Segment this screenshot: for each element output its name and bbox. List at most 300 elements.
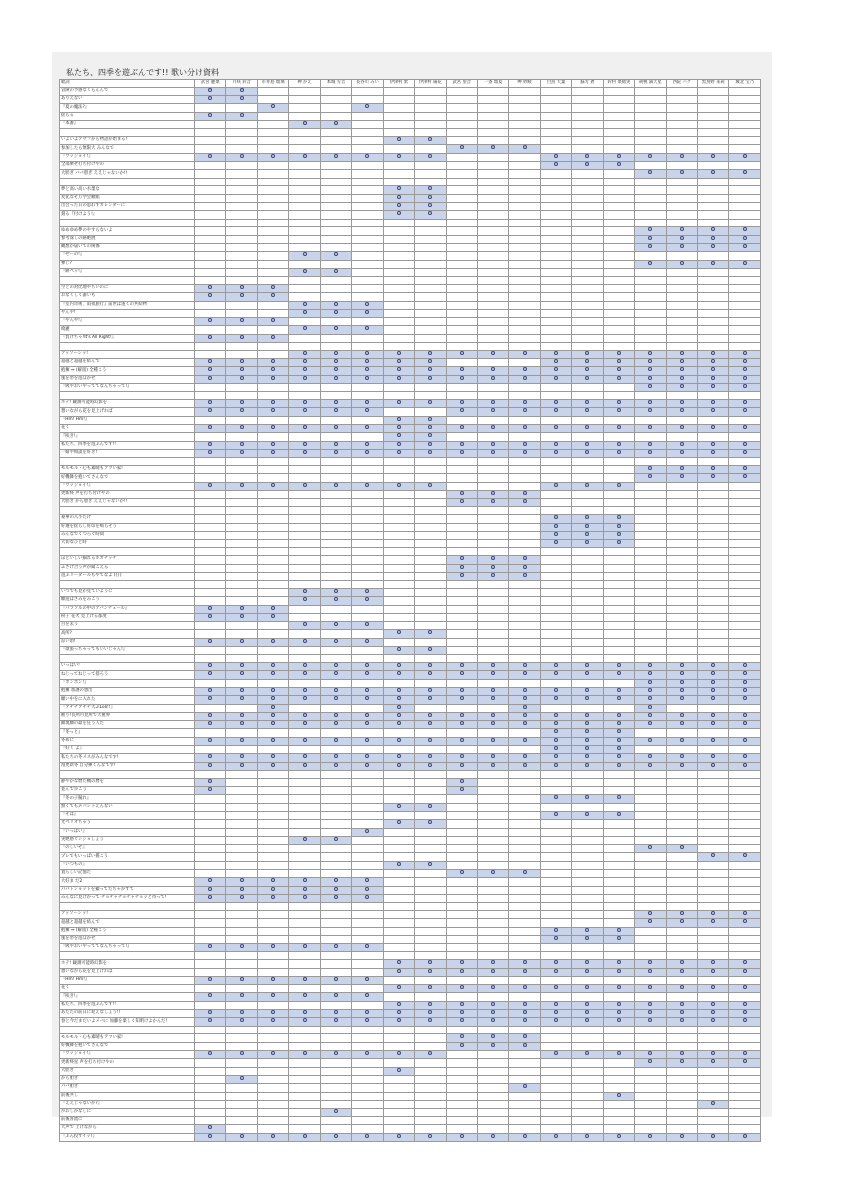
table-row: [60, 523, 761, 531]
assignment-cell: [415, 400, 446, 408]
assignment-cell: [195, 1084, 226, 1092]
assignment-cell: [226, 458, 257, 466]
circle-mark-icon: [460, 408, 464, 412]
circle-mark-icon: [648, 154, 652, 158]
assignment-cell: [289, 746, 320, 754]
circle-mark-icon: [554, 663, 558, 667]
assignment-cell: [540, 137, 571, 145]
assignment-cell: [509, 803, 540, 811]
assignment-cell: [540, 903, 571, 911]
assignment-cell: [352, 671, 383, 679]
assignment-cell: [666, 219, 697, 227]
assignment-cell: [352, 828, 383, 836]
assignment-cell: [226, 161, 257, 169]
assignment-cell: [635, 1117, 666, 1125]
assignment-cell: [257, 540, 288, 548]
lyric-cell: 花く: [60, 424, 195, 432]
assignment-cell: [540, 1001, 571, 1009]
assignment-cell: [257, 87, 288, 95]
lyric-cell: 更新終 声を打ち付けやの: [60, 490, 195, 498]
assignment-cell: [509, 1051, 540, 1059]
assignment-cell: [509, 235, 540, 243]
circle-mark-icon: [240, 878, 244, 882]
circle-mark-icon: [334, 589, 338, 593]
assignment-cell: [446, 499, 477, 507]
lyric-cell: [60, 770, 195, 778]
assignment-cell: [195, 572, 226, 580]
assignment-cell: [446, 944, 477, 952]
lyric-cell: 願遊はさみをみこう: [60, 597, 195, 605]
assignment-cell: [666, 548, 697, 556]
header-member: 一条 瑠夏: [477, 80, 508, 88]
assignment-cell: [195, 903, 226, 911]
assignment-cell: [477, 886, 508, 894]
circle-mark-icon: [303, 351, 307, 355]
assignment-cell: [195, 944, 226, 952]
assignment-cell: [729, 613, 760, 621]
assignment-cell: [226, 952, 257, 960]
assignment-cell: [226, 112, 257, 120]
assignment-cell: [289, 400, 320, 408]
assignment-cell: [572, 375, 603, 383]
assignment-cell: [320, 886, 351, 894]
assignment-cell: [509, 482, 540, 490]
assignment-cell: [666, 235, 697, 243]
assignment-cell: [383, 186, 414, 194]
assignment-cell: [477, 301, 508, 309]
assignment-cell: [540, 556, 571, 564]
assignment-cell: [572, 729, 603, 737]
assignment-cell: [320, 392, 351, 400]
assignment-cell: [383, 400, 414, 408]
circle-mark-icon: [303, 837, 307, 841]
assignment-cell: [477, 1100, 508, 1108]
assignment-cell: [635, 145, 666, 153]
table-row: [60, 1117, 761, 1125]
assignment-cell: [509, 350, 540, 358]
assignment-cell: [540, 301, 571, 309]
assignment-cell: [352, 1133, 383, 1141]
assignment-cell: [540, 1042, 571, 1050]
circle-mark-icon: [240, 450, 244, 454]
assignment-cell: [729, 482, 760, 490]
circle-mark-icon: [397, 960, 401, 964]
assignment-cell: [698, 1084, 729, 1092]
assignment-cell: [383, 375, 414, 383]
assignment-cell: [572, 211, 603, 219]
assignment-cell: [698, 870, 729, 878]
assignment-cell: [289, 646, 320, 654]
assignment-cell: [320, 770, 351, 778]
assignment-cell: [572, 556, 603, 564]
assignment-cell: [289, 572, 320, 580]
circle-mark-icon: [365, 696, 369, 700]
assignment-cell: [666, 1067, 697, 1075]
assignment-cell: [603, 490, 634, 498]
assignment-cell: [729, 359, 760, 367]
assignment-cell: [477, 927, 508, 935]
assignment-cell: [383, 605, 414, 613]
assignment-cell: [603, 252, 634, 260]
assignment-cell: [509, 252, 540, 260]
assignment-cell: [477, 836, 508, 844]
assignment-cell: [603, 845, 634, 853]
assignment-cell: [540, 424, 571, 432]
assignment-cell: [415, 581, 446, 589]
assignment-cell: [509, 1125, 540, 1133]
assignment-cell: [666, 441, 697, 449]
circle-mark-icon: [585, 483, 589, 487]
circle-mark-icon: [711, 154, 715, 158]
circle-mark-icon: [460, 1134, 464, 1138]
assignment-cell: [572, 1109, 603, 1117]
assignment-cell: [635, 252, 666, 260]
assignment-cell: [446, 1117, 477, 1125]
assignment-cell: [415, 622, 446, 630]
assignment-cell: [352, 1051, 383, 1059]
circle-mark-icon: [585, 1134, 589, 1138]
assignment-cell: [635, 416, 666, 424]
circle-mark-icon: [365, 878, 369, 882]
assignment-cell: [226, 277, 257, 285]
assignment-cell: [729, 630, 760, 638]
assignment-cell: [666, 721, 697, 729]
assignment-cell: [509, 903, 540, 911]
assignment-cell: [509, 663, 540, 671]
circle-mark-icon: [240, 359, 244, 363]
table-row: [60, 137, 761, 145]
assignment-cell: [540, 400, 571, 408]
assignment-cell: [320, 490, 351, 498]
assignment-cell: [635, 746, 666, 754]
assignment-cell: [446, 416, 477, 424]
assignment-cell: [352, 853, 383, 861]
header-member: 城北 宝乃: [729, 80, 760, 88]
circle-mark-icon: [240, 944, 244, 948]
assignment-cell: [729, 1051, 760, 1059]
assignment-cell: [320, 301, 351, 309]
circle-mark-icon: [303, 400, 307, 404]
assignment-cell: [477, 284, 508, 292]
assignment-cell: [477, 531, 508, 539]
assignment-cell: [352, 343, 383, 351]
assignment-cell: [635, 1034, 666, 1042]
circle-mark-icon: [208, 878, 212, 882]
lyric-cell: 涼い頃!: [60, 638, 195, 646]
assignment-cell: [289, 1018, 320, 1026]
assignment-cell: [383, 1084, 414, 1092]
assignment-cell: [729, 507, 760, 515]
assignment-cell: [509, 367, 540, 375]
assignment-cell: [603, 449, 634, 457]
assignment-cell: [415, 343, 446, 351]
assignment-cell: [603, 515, 634, 523]
assignment-cell: [352, 613, 383, 621]
assignment-cell: [572, 927, 603, 935]
table-row: [60, 318, 761, 326]
assignment-cell: [415, 227, 446, 235]
circle-mark-icon: [491, 985, 495, 989]
assignment-cell: [477, 96, 508, 104]
assignment-cell: [383, 416, 414, 424]
assignment-cell: [698, 202, 729, 210]
circle-mark-icon: [303, 326, 307, 330]
lyric-cell: いよいよアザフから物語が始まる!: [60, 137, 195, 145]
circle-mark-icon: [397, 211, 401, 215]
assignment-cell: [509, 737, 540, 745]
assignment-cell: [289, 787, 320, 795]
assignment-cell: [603, 400, 634, 408]
circle-mark-icon: [208, 754, 212, 758]
table-row: [60, 588, 761, 596]
assignment-cell: [572, 845, 603, 853]
assignment-cell: [320, 153, 351, 161]
assignment-cell: [698, 112, 729, 120]
assignment-cell: [320, 795, 351, 803]
assignment-cell: [509, 960, 540, 968]
assignment-cell: [195, 277, 226, 285]
assignment-cell: [415, 137, 446, 145]
assignment-cell: [666, 556, 697, 564]
table-row: [60, 161, 761, 169]
table-row: [60, 910, 761, 918]
assignment-cell: [729, 433, 760, 441]
assignment-cell: [729, 1010, 760, 1018]
assignment-cell: [257, 572, 288, 580]
assignment-cell: [603, 712, 634, 720]
assignment-cell: [289, 318, 320, 326]
circle-mark-icon: [303, 688, 307, 692]
assignment-cell: [195, 605, 226, 613]
circle-mark-icon: [554, 936, 558, 940]
assignment-cell: [572, 721, 603, 729]
assignment-cell: [477, 581, 508, 589]
assignment-cell: [603, 622, 634, 630]
assignment-cell: [320, 424, 351, 432]
circle-mark-icon: [523, 1018, 527, 1022]
circle-mark-icon: [554, 688, 558, 692]
header-member: 武宮 麗菜: [195, 80, 226, 88]
lyric-cell: [60, 903, 195, 911]
circle-mark-icon: [397, 425, 401, 429]
assignment-cell: [195, 400, 226, 408]
assignment-cell: [226, 1067, 257, 1075]
assignment-cell: [698, 540, 729, 548]
circle-mark-icon: [617, 928, 621, 932]
assignment-cell: [603, 861, 634, 869]
circle-mark-icon: [208, 895, 212, 899]
circle-mark-icon: [460, 556, 464, 560]
assignment-cell: [666, 301, 697, 309]
assignment-cell: [477, 944, 508, 952]
assignment-cell: [477, 894, 508, 902]
assignment-cell: [352, 712, 383, 720]
assignment-cell: [477, 1092, 508, 1100]
assignment-cell: [540, 548, 571, 556]
assignment-cell: [540, 927, 571, 935]
assignment-cell: [572, 309, 603, 317]
assignment-cell: [540, 318, 571, 326]
lyric-cell: [60, 952, 195, 960]
circle-mark-icon: [303, 1010, 307, 1014]
assignment-cell: [509, 687, 540, 695]
assignment-cell: [415, 1018, 446, 1026]
circle-mark-icon: [743, 154, 747, 158]
assignment-cell: [257, 1092, 288, 1100]
assignment-cell: [446, 433, 477, 441]
circle-mark-icon: [240, 335, 244, 339]
circle-mark-icon: [303, 121, 307, 125]
assignment-cell: [195, 268, 226, 276]
circle-mark-icon: [680, 466, 684, 470]
assignment-cell: [729, 646, 760, 654]
assignment-cell: [446, 687, 477, 695]
assignment-cell: [446, 960, 477, 968]
assignment-cell: [698, 853, 729, 861]
assignment-cell: [477, 564, 508, 572]
assignment-cell: [666, 638, 697, 646]
assignment-cell: [635, 564, 666, 572]
circle-mark-icon: [428, 211, 432, 215]
assignment-cell: [477, 186, 508, 194]
assignment-cell: [383, 976, 414, 984]
table-row: [60, 828, 761, 836]
assignment-cell: [446, 646, 477, 654]
assignment-cell: [383, 178, 414, 186]
assignment-cell: [698, 334, 729, 342]
assignment-cell: [509, 540, 540, 548]
circle-mark-icon: [428, 351, 432, 355]
circle-mark-icon: [365, 376, 369, 380]
assignment-cell: [509, 400, 540, 408]
assignment-cell: [603, 227, 634, 235]
circle-mark-icon: [240, 977, 244, 981]
assignment-cell: [446, 762, 477, 770]
circle-mark-icon: [365, 1134, 369, 1138]
assignment-cell: [603, 1109, 634, 1117]
assignment-cell: [257, 137, 288, 145]
assignment-cell: [195, 326, 226, 334]
assignment-cell: [195, 424, 226, 432]
assignment-cell: [446, 588, 477, 596]
assignment-cell: [540, 803, 571, 811]
assignment-cell: [289, 903, 320, 911]
circle-mark-icon: [648, 376, 652, 380]
assignment-cell: [540, 696, 571, 704]
assignment-cell: [540, 746, 571, 754]
circle-mark-icon: [397, 820, 401, 824]
assignment-cell: [415, 178, 446, 186]
lyric-cell: 粉子 花火 見上げる都度: [60, 613, 195, 621]
assignment-cell: [635, 704, 666, 712]
assignment-cell: [446, 474, 477, 482]
circle-mark-icon: [523, 1034, 527, 1038]
assignment-cell: [540, 161, 571, 169]
assignment-cell: [509, 293, 540, 301]
assignment-cell: [383, 219, 414, 227]
assignment-cell: [415, 284, 446, 292]
assignment-cell: [729, 712, 760, 720]
assignment-cell: [477, 679, 508, 687]
assignment-cell: [540, 96, 571, 104]
assignment-cell: [226, 1051, 257, 1059]
assignment-cell: [698, 886, 729, 894]
circle-mark-icon: [303, 359, 307, 363]
assignment-cell: [635, 227, 666, 235]
assignment-cell: [477, 540, 508, 548]
assignment-cell: [320, 1010, 351, 1018]
assignment-cell: [383, 787, 414, 795]
assignment-cell: [635, 96, 666, 104]
assignment-cell: [195, 836, 226, 844]
assignment-cell: [572, 1059, 603, 1067]
assignment-cell: [383, 894, 414, 902]
circle-mark-icon: [240, 285, 244, 289]
assignment-cell: [226, 268, 257, 276]
assignment-cell: [540, 309, 571, 317]
assignment-cell: [540, 202, 571, 210]
assignment-cell: [446, 359, 477, 367]
assignment-cell: [383, 927, 414, 935]
lyric-cell: アッソーシッ!: [60, 350, 195, 358]
circle-mark-icon: [365, 310, 369, 314]
assignment-cell: [509, 712, 540, 720]
assignment-cell: [446, 556, 477, 564]
table-row: [60, 564, 761, 572]
assignment-cell: [477, 952, 508, 960]
assignment-cell: [477, 754, 508, 762]
assignment-cell: [446, 795, 477, 803]
circle-mark-icon: [240, 483, 244, 487]
assignment-cell: [603, 770, 634, 778]
assignment-cell: [289, 515, 320, 523]
assignment-cell: [540, 630, 571, 638]
assignment-cell: [289, 597, 320, 605]
assignment-cell: [635, 778, 666, 786]
assignment-cell: [415, 1026, 446, 1034]
assignment-cell: [320, 853, 351, 861]
assignment-cell: [446, 919, 477, 927]
assignment-cell: [383, 663, 414, 671]
circle-mark-icon: [585, 688, 589, 692]
assignment-cell: [352, 490, 383, 498]
assignment-cell: [540, 1133, 571, 1141]
assignment-cell: [603, 894, 634, 902]
assignment-cell: [289, 252, 320, 260]
assignment-cell: [603, 1075, 634, 1083]
assignment-cell: [540, 499, 571, 507]
assignment-cell: [540, 886, 571, 894]
header-member: 胡桃 満天星: [635, 80, 666, 88]
circle-mark-icon: [585, 721, 589, 725]
circle-mark-icon: [711, 244, 715, 248]
header-member: 神 かえ: [289, 80, 320, 88]
circle-mark-icon: [208, 425, 212, 429]
assignment-cell: [477, 878, 508, 886]
table-row: [60, 952, 761, 960]
table-row: [60, 903, 761, 911]
assignment-cell: [320, 441, 351, 449]
circle-mark-icon: [523, 663, 527, 667]
assignment-cell: [289, 326, 320, 334]
assignment-cell: [446, 721, 477, 729]
circle-mark-icon: [208, 696, 212, 700]
assignment-cell: [635, 721, 666, 729]
header-member: 西院 ハク: [666, 80, 697, 88]
assignment-cell: [446, 605, 477, 613]
assignment-cell: [226, 845, 257, 853]
assignment-cell: [477, 696, 508, 704]
